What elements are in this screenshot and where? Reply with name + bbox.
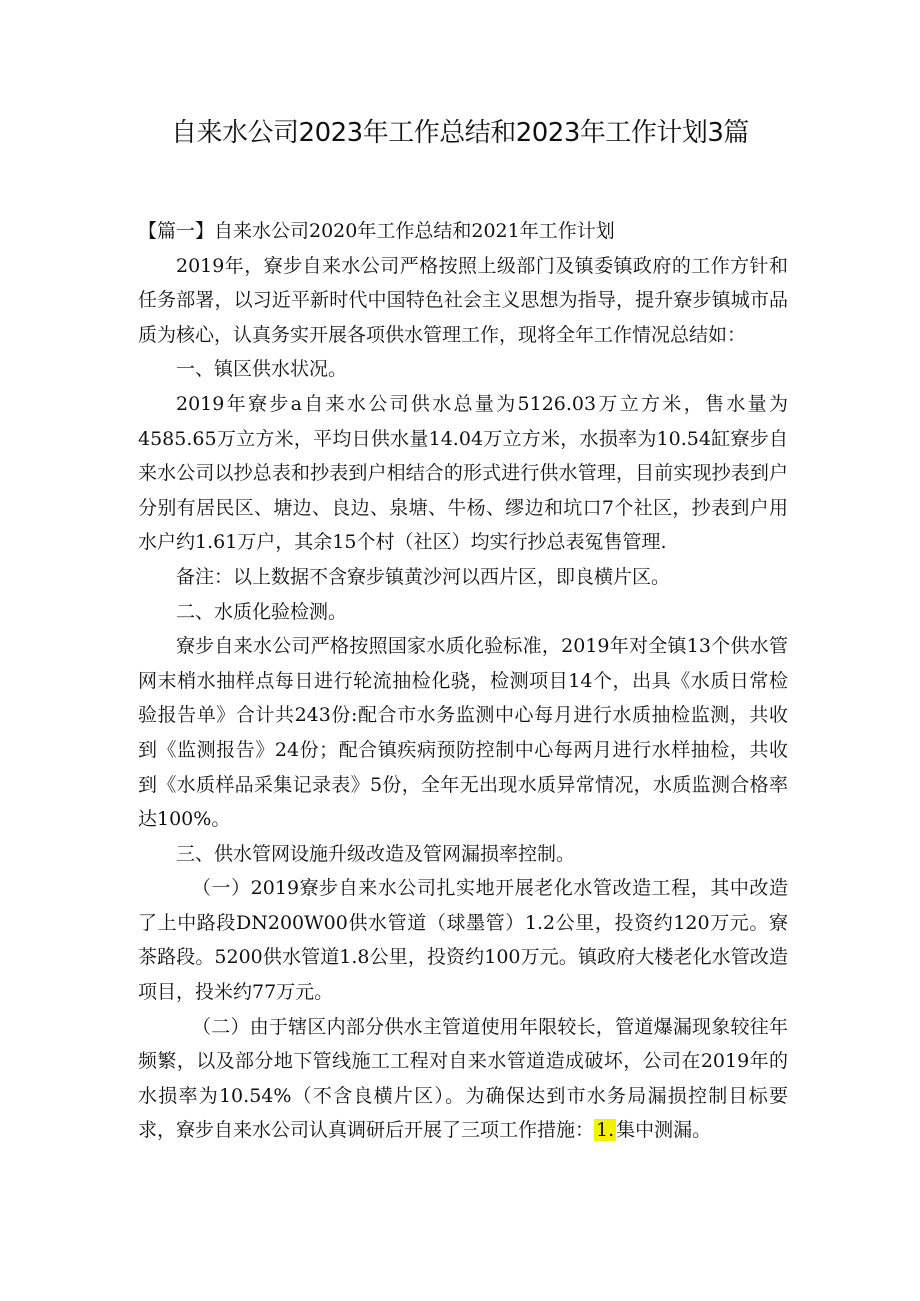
document-title: 自来水公司2023年工作总结和2023年工作计划3篇 <box>171 118 749 148</box>
heading-pipe-network: 三、供水管网设施升级改造及管网漏损率控制。 <box>176 842 576 865</box>
note-paragraph: 备注：以上数据不含寮步镇黄沙河以西片区，即良横片区。 <box>176 565 671 588</box>
leak-control-tail: 集中测漏。 <box>616 1119 712 1142</box>
paragraph-pipe-upgrade: （一）2019寮步自来水公司扎实地开展老化水管改造工程，其中改造了上中路段DN200W00供水管道（球墨管）1.2公里，投资约120万元。寮茶路段。5200供水管道1.8公里，投资约100万元。镇政府大楼老化水管改造项目，投米约77万元。 <box>138 877 788 1004</box>
heading-water-supply: 一、镇区供水状况。 <box>176 358 348 381</box>
paragraph-leak-control <box>138 1010 788 1148</box>
paragraph-water-supply: 2019年寮步a自来水公司供水总量为5126.03万立方米，售水量为4585.65万立方米，平均日供水量14.04万立方米，水损率为10.54缸寮步自来水公司以抄总表和抄表到户相结合的形式进行供水管理，目前实现抄表到户分别有居民区、塘边、良边、泉塘、牛杨、缪边和坑口7个社区，抄表到户用水户约1.61万户，其余15个村（社区）均实行抄总表冤售管理. <box>138 392 788 554</box>
heading-water-quality: 二、水质化验检测。 <box>176 600 348 623</box>
leak-control-text: （二）由于辖区内部分供水主管道使用年限较长，管道爆漏现象较往年频繁，以及部分地下管线施工工程对自来水管道造成破坏，公司在2019年的水损率为10.54%（不含良横片区）。为确保达到市水务局漏损控制目标要求，寮步自来水公司认真调研后开展了三项工作措施： <box>138 1015 788 1142</box>
document-body <box>138 214 788 1148</box>
paragraph-water-quality: 寮步自来水公司严格按照国家水质化验标准，2019年对全镇13个供水管网末梢水抽样点每日进行轮流抽检化骁，检测项目14个，出具《水质日常检验报告单》合计共243份:配合市水务监测中心每月进行水质抽检监测，共收到《监测报告》24份；配合镇疾病预防控制中心每两月进行水样抽检，共收到《水质样品采集记录表》5份，全年无出现水质异常情况，水质监测合格率达100%。 <box>138 635 788 831</box>
intro-paragraph: 2019年，寮步自来水公司严格按照上级部门及镇委镇政府的工作方针和任务部署，以习近平新时代中国特色社会主义思想为指导，提升寮步镇城市品质为核心，认真务实开展各项供水管理工作，现将全年工作情况总结如： <box>138 254 788 346</box>
highlighted-text: 1. <box>596 1119 615 1142</box>
section-heading: 【篇一】自来水公司2020年工作总结和2021年工作计划 <box>138 220 615 242</box>
